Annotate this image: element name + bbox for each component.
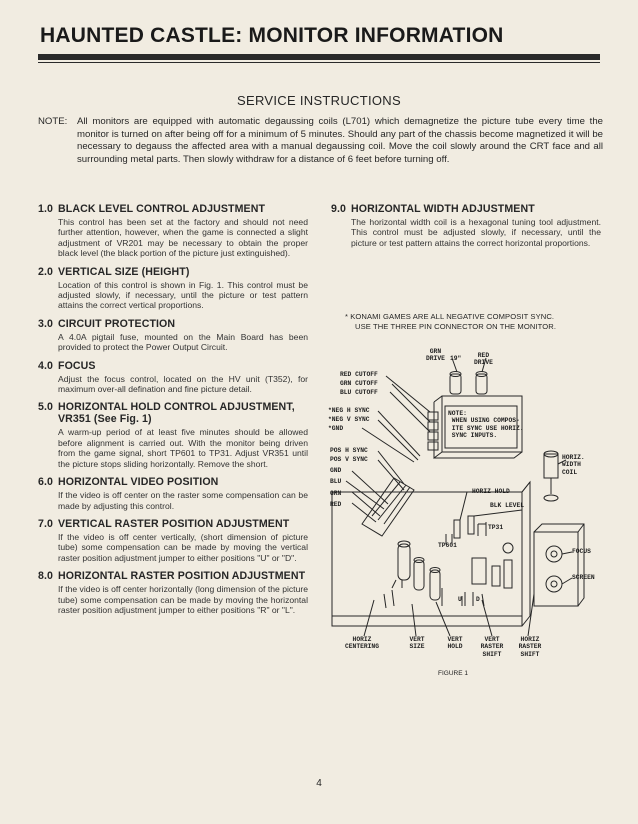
section-body: If the video is off center vertically, (short dimension of picture tube) some compensation can be made by moving the vertical raster position adjustment jumper to either positions "U" or "D". <box>58 531 308 563</box>
figure-caption: FIGURE 1 <box>438 670 468 677</box>
section-black-level <box>38 203 308 259</box>
page-title: HAUNTED CASTLE: MONITOR INFORMATION <box>40 24 504 47</box>
red-cutoff-label: RED CUTOFF <box>340 371 378 378</box>
neg-h-sync-label: *NEG H SYNC <box>328 407 370 414</box>
horiz-hold-label: HORIZ HOLD <box>472 488 510 495</box>
konami-note-line2: USE THE THREE PIN CONNECTOR ON THE MONITOR. <box>355 322 557 332</box>
neg-v-sync-label: *NEG V SYNC <box>328 416 370 423</box>
section-title: HORIZONTAL HOLD CONTROL ADJUSTMENT, VR351 (See Fig. 1) <box>58 401 295 426</box>
jumper-d-label: D <box>476 596 480 603</box>
section-title: HORIZONTAL RASTER POSITION ADJUSTMENT <box>58 570 306 583</box>
gnd-label: GND <box>330 467 342 474</box>
blu-label: BLU <box>330 478 342 485</box>
nineteen-inch-text: 19" <box>450 355 462 362</box>
konami-sync-note <box>345 312 601 333</box>
tp31-label: TP31 <box>488 524 504 531</box>
composite-sync-note: NOTE: WHEN USING COMPOS- ITE SYNC USE HORIZ. SYNC INPUTS. <box>448 410 524 440</box>
section-number: 4.0 <box>38 359 54 372</box>
tp601-label: TP601 <box>438 542 457 549</box>
focus-label: FOCUS <box>572 548 591 555</box>
section-number: 2.0 <box>38 265 54 278</box>
vert-size-label: VERT SIZE <box>409 636 425 651</box>
section-body: Location of this control is shown in Fig. 1. This control must be adjusted slowly, if necessary, until the picture or test pattern attains the correct vertical proportions. <box>58 279 308 311</box>
section-number: 5.0 <box>38 401 54 414</box>
vert-hold-label: VERT HOLD <box>447 636 463 651</box>
section-number: 6.0 <box>38 476 54 489</box>
section-focus <box>38 360 308 395</box>
right-column <box>331 203 601 255</box>
red-drive-label <box>474 352 493 367</box>
title-rule-thin <box>38 62 600 63</box>
grn-label: GRN <box>330 490 342 497</box>
section-vertical-size <box>38 266 308 311</box>
section-body: A warm-up period of at least five minutes should be allowed before alignment is carried out. With the monitor being driven from the game signal, short TP601 to TP31. Adjust VR351 until the picture stops sliding horizontally. Remove the short. <box>58 427 308 469</box>
section-number: 8.0 <box>38 570 54 583</box>
section-number: 9.0 <box>331 203 347 215</box>
red-label: RED <box>330 501 342 508</box>
section-title: CIRCUIT PROTECTION <box>58 317 176 330</box>
blu-cutoff-label: BLU CUTOFF <box>340 389 378 396</box>
section-circuit-protection <box>38 318 308 353</box>
section-body: The horizontal width coil is a hexagonal tuning tool adjustment. This control must be adjusted slowly, if necessary, until the picture or test pattern attains the correct horizontal proportions. <box>351 217 601 248</box>
konami-note-line1: * KONAMI GAMES ARE ALL NEGATIVE COMPOSIT SYNC. <box>345 312 555 321</box>
section-vertical-raster <box>38 518 308 563</box>
section-body: Adjust the focus control, located on the HV unit (T352), for maximum over-all defination and fine picture detail. <box>58 373 308 395</box>
grn-cutoff-label: GRN CUTOFF <box>340 380 378 387</box>
section-number: 7.0 <box>38 517 54 530</box>
section-horizontal-raster <box>38 570 308 615</box>
section-title: FOCUS <box>58 359 96 372</box>
pos-v-sync-label: POS V SYNC <box>330 456 368 463</box>
section-horizontal-video-position <box>38 476 308 511</box>
section-body: If the video is off center horizontally (long dimension of the picture tube) some compensation can be made by moving the horizontal raster position adjustment jumper to either positions "R" or "L". <box>58 584 308 615</box>
neg-gnd-label: *GND <box>328 425 344 432</box>
screen-label: SCREEN <box>572 574 595 581</box>
note-text: All monitors are equipped with automatic degaussing coils (L701) which demagnetize the picture tube every time the monitor is turned on after being off for a minimum of 5 minutes. Should any part of the chassis become magnetized it will be necessary to degauss the affected area with a manual degaussing coil. Move the coil slowly around the CRT face and all surrounding metal parts. Then slowly withdraw for a distance of 6 feet before turning off. <box>77 116 603 165</box>
note-label: NOTE: <box>38 116 68 127</box>
section-horizontal-width <box>331 203 601 248</box>
horiz-centering-label: HORIZ CENTERING <box>344 636 379 651</box>
grn-drive-text: GRN DRIVE <box>426 348 445 363</box>
section-title: VERTICAL RASTER POSITION ADJUSTMENT <box>58 517 290 530</box>
grn-drive-label <box>426 348 445 363</box>
section-body: If the video is off center on the raster some compensation can be made by adjusting this control. <box>58 490 308 511</box>
section-number: 1.0 <box>38 203 54 215</box>
section-horizontal-hold <box>38 401 308 469</box>
horiz-raster-shift-label: HORIZ RASTER SHIFT <box>518 636 542 658</box>
section-title: HORIZONTAL VIDEO POSITION <box>58 476 219 489</box>
blk-level-label: BLK LEVEL <box>490 502 525 509</box>
section-title: BLACK LEVEL CONTROL ADJUSTMENT <box>58 203 266 215</box>
vert-raster-shift-label: VERT RASTER SHIFT <box>480 636 504 658</box>
red-drive-text: RED DRIVE <box>474 352 493 367</box>
service-instructions-heading: SERVICE INSTRUCTIONS <box>237 93 401 108</box>
jumper-u-label: U <box>458 596 462 603</box>
section-body: A 4.0A pigtail fuse, mounted on the Main Board has been provided to protect the Power Output Circuit. <box>58 331 308 353</box>
section-body: This control has been set at the factory and should not need further attention, however, when the game is connected a slight adjustment of VR201 may be necessary to obtain the proper black level (the black portion of the picture just extinguished). <box>58 217 308 259</box>
pos-h-sync-label: POS H SYNC <box>330 447 368 454</box>
page-number: 4 <box>316 778 322 789</box>
section-number: 3.0 <box>38 317 54 330</box>
figure-1-monitor-diagram <box>322 344 612 684</box>
nineteen-inch-label <box>450 355 461 362</box>
section-title: HORIZONTAL WIDTH ADJUSTMENT <box>351 203 535 215</box>
title-rule-thick <box>38 54 600 60</box>
section-title: VERTICAL SIZE (HEIGHT) <box>58 265 190 278</box>
horiz-width-coil-label: HORIZ. WIDTH COIL <box>562 454 585 476</box>
left-column <box>38 203 308 622</box>
